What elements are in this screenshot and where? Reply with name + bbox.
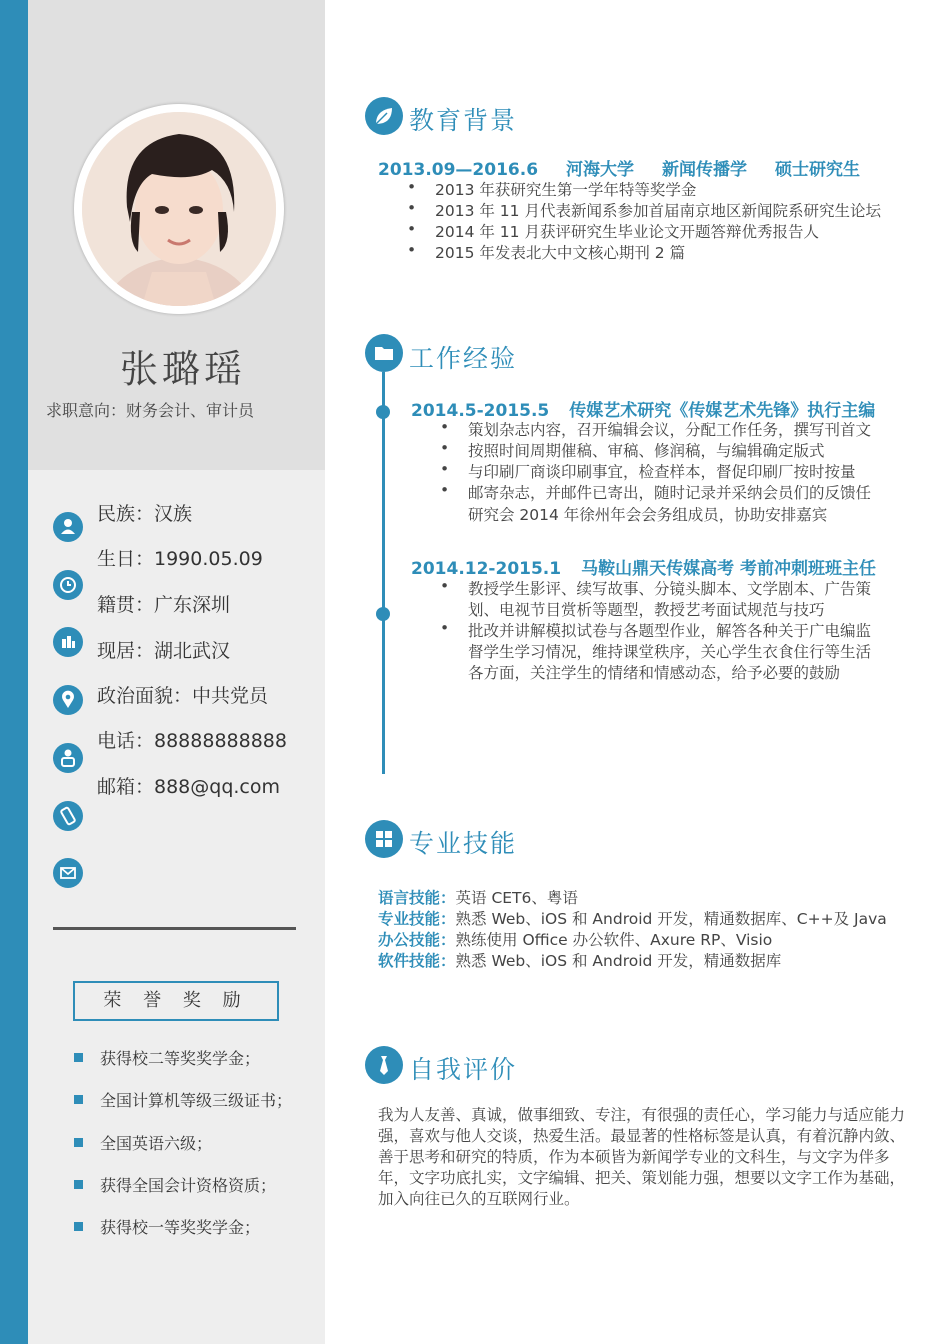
avatar-photo <box>82 112 276 306</box>
info-phone: 电话：88888888888 <box>97 730 287 752</box>
skill-row: 语言技能：英语 CET6、粤语 <box>378 889 578 907</box>
self-eval-text: 我为人友善、真诚，做事细致、专注，有很强的责任心，学习能力与适应能力强，喜欢与他人交谈，热爱生活。最显著的性格标签是认真，有着沉静内敛、善于思考和研究的特质，作为本硕皆为新闻学专业的文科生，与文字为伴多年，文字功底扎实，文字编辑、把关、策划能力强，想要以文字工作为基础，加入向往已久的互联网行业。 <box>378 1106 906 1208</box>
honor-item: 全国英语六级； <box>74 1131 212 1154</box>
skill-row: 软件技能：熟悉 Web、iOS 和 Android 开发，精通数据库 <box>378 952 782 970</box>
candidate-name: 张璐瑶 <box>119 347 246 391</box>
clock-icon <box>53 570 83 600</box>
sidebar-divider <box>53 927 296 930</box>
avatar <box>74 104 284 314</box>
phone-icon <box>53 801 83 831</box>
info-political-status: 政治面貌：中共党员 <box>97 685 269 707</box>
windows-icon <box>365 820 403 858</box>
job-bullet-continuation: 督学生学习情况，维持课堂秩序，关心学生衣食住行等生活 <box>468 643 872 661</box>
info-residence: 现居：湖北武汉 <box>97 640 231 662</box>
job-bullet: • 与印刷厂商谈印刷事宜，检查样本，督促印刷厂按时按量 <box>440 460 856 481</box>
education-header: 2013.09—2016.6 河海大学 新闻传播学 硕士研究生 <box>378 160 861 180</box>
self-eval-title: 自我评价 <box>409 1055 518 1084</box>
education-title: 教育背景 <box>409 106 518 135</box>
education-bullet: • 2013 年获研究生第一学年特等奖学金 <box>407 178 697 199</box>
folder-icon <box>365 334 403 372</box>
timeline-dot <box>376 607 390 621</box>
person-badge-icon <box>53 743 83 773</box>
job-bullet: • 策划杂志内容，召开编辑会议，分配工作任务，撰写刊首文 <box>440 418 872 439</box>
education-bullet: • 2014 年 11 月获评研究生毕业论文开题答辩优秀报告人 <box>407 220 819 241</box>
left-accent-bar <box>0 0 28 1344</box>
skill-row: 专业技能：熟悉 Web、iOS 和 Android 开发，精通数据库、C++及 Java <box>378 910 887 928</box>
job-header: 2014.5-2015.5 传媒艺术研究《传媒艺术先锋》执行主编 <box>411 401 876 421</box>
work-title: 工作经验 <box>409 344 518 373</box>
skill-row: 办公技能：熟练使用 Office 办公软件、Axure RP、Visio <box>378 931 773 949</box>
mail-icon <box>53 858 83 888</box>
honor-item: 全国计算机等级三级证书； <box>74 1088 292 1111</box>
job-bullet-continuation: 研究会 2014 年徐州年会会务组成员，协助安排嘉宾 <box>468 506 828 524</box>
job-intent: 求职意向：财务会计、审计员 <box>46 401 255 420</box>
skills-title: 专业技能 <box>409 829 518 858</box>
education-bullet: • 2015 年发表北大中文核心期刊 2 篇 <box>407 241 686 262</box>
job-bullet-continuation: 划、电视节目赏析等题型，教授艺考面试规范与技巧 <box>468 601 825 619</box>
info-hometown: 籍贯：广东深圳 <box>97 594 231 616</box>
job-header: 2014.12-2015.1 马鞍山鼎天传媒高考 考前冲刺班班主任 <box>411 559 877 579</box>
education-bullet: • 2013 年 11 月代表新闻系参加首届南京地区新闻院系研究生论坛 <box>407 199 881 220</box>
user-icon <box>53 512 83 542</box>
leaf-icon <box>365 97 403 135</box>
building-icon <box>53 627 83 657</box>
timeline-line <box>382 372 385 774</box>
honor-item: 获得校二等奖奖学金； <box>74 1046 260 1069</box>
job-bullet: • 教授学生影评、续写故事、分镜头脚本、文学剧本、广告策 <box>440 577 872 598</box>
info-ethnicity: 民族：汉族 <box>97 503 193 525</box>
location-pin-icon <box>53 685 83 715</box>
tie-icon <box>365 1046 403 1084</box>
job-bullet: • 邮寄杂志，并邮件已寄出，随时记录并采纳会员们的反馈任 <box>440 481 872 502</box>
job-bullet: • 批改并讲解模拟试卷与各题型作业，解答各种关于广电编监 <box>440 619 872 640</box>
job-bullet: • 按照时间周期催稿、审稿、修润稿，与编辑确定版式 <box>440 439 825 460</box>
info-birthday: 生日：1990.05.09 <box>97 548 263 570</box>
job-bullet-continuation: 各方面，关注学生的情绪和情感动态，给予必要的鼓励 <box>468 664 841 682</box>
info-email: 邮箱：888@qq.com <box>97 776 281 798</box>
honors-title: 荣 誉 奖 励 <box>73 981 279 1021</box>
honor-item: 获得全国会计资格资质； <box>74 1173 276 1196</box>
timeline-dot <box>376 405 390 419</box>
honor-item: 获得校一等奖奖学金； <box>74 1215 260 1238</box>
